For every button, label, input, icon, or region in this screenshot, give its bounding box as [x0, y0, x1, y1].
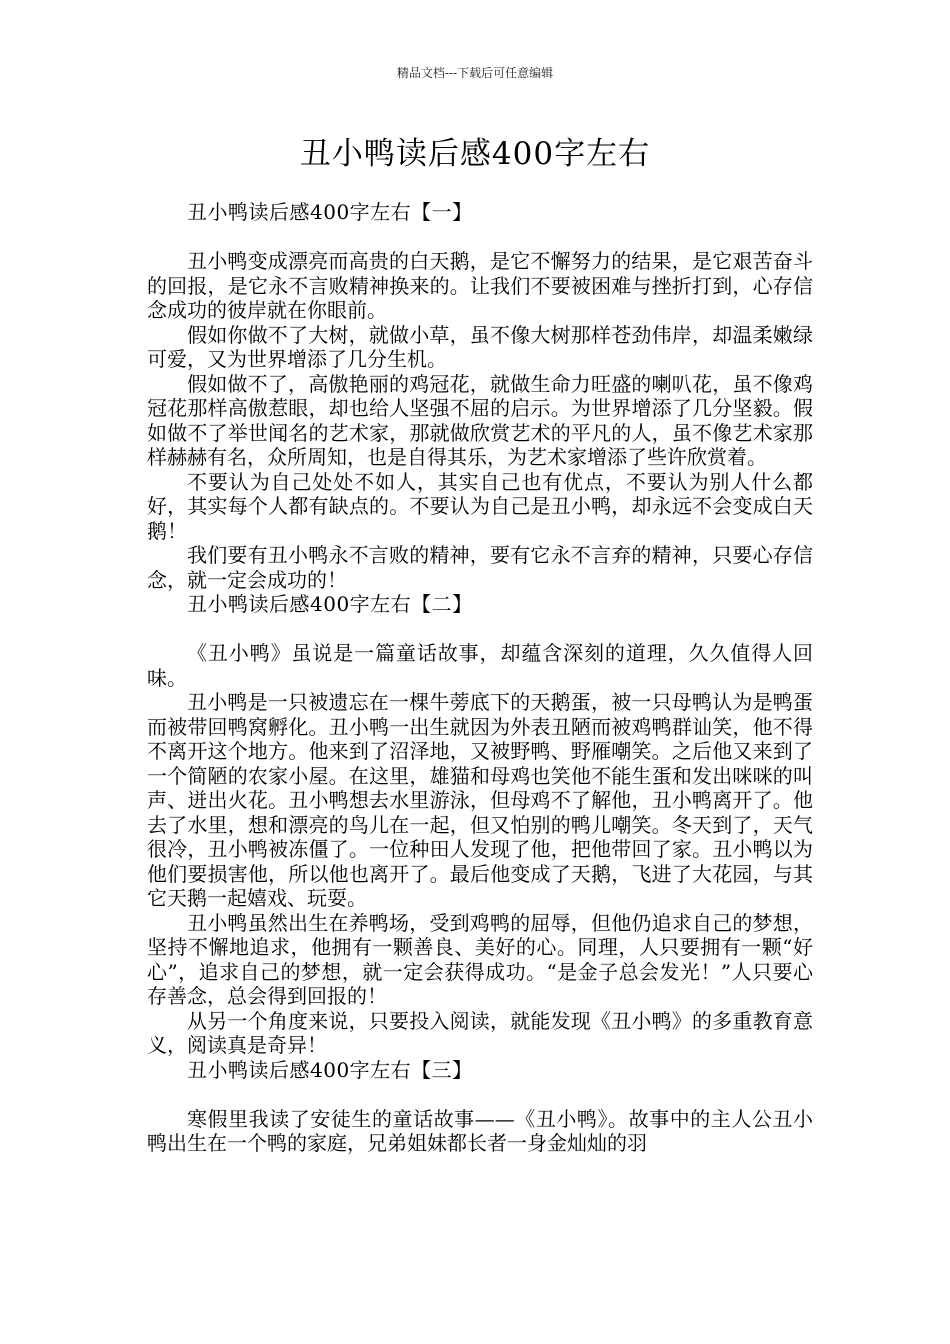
paragraph: 不要认为自己处处不如人，其实自己也有优点，不要认为别人什么都好，其实每个人都有缺点的。不要认为自己是丑小鸭，却永远不会变成白天鹅！ [147, 469, 813, 543]
section-3 [147, 1058, 813, 1156]
paragraph: 我们要有丑小鸭永不言败的精神，要有它永不言弃的精神，只要心存信念，就一定会成功的！ [147, 543, 813, 592]
section-heading: 丑小鸭读后感400字左右【二】 [187, 592, 473, 616]
page-header: 精品文档---下载后可任意编辑 [396, 66, 554, 80]
document-title: 丑小鸭读后感400字左右 [299, 136, 651, 172]
section-1 [147, 200, 813, 592]
section-2 [147, 592, 813, 1058]
section-heading: 丑小鸭读后感400字左右【三】 [187, 1057, 473, 1082]
paragraph: 寒假里我读了安徒生的童话故事——《丑小鸭》。故事中的主人公丑小鸭出生在一个鸭的家庭，兄弟姐妹都长者一身金灿灿的羽 [147, 1106, 813, 1155]
paragraph: 丑小鸭虽然出生在养鸭场，受到鸡鸭的屈辱，但他仍追求自己的梦想，坚持不懈地追求，他拥有一颗善良、美好的心。同理，人只要拥有一颗“好心”，追求自己的梦想，就一定会获得成功。“是金子总会发光！”人只要心存善念，总会得到回报的！ [147, 910, 813, 1008]
section-heading: 丑小鸭读后感400字左右【一】 [187, 200, 473, 224]
paragraph: 丑小鸭是一只被遗忘在一棵牛蒡底下的天鹅蛋，被一只母鸭认为是鸭蛋而被带回鸭窝孵化。丑小鸭一出生就因为外表丑陋而被鸡鸭群讪笑，他不得不离开这个地方。他来到了沼泽地，又被野鸭、野雁嘲笑。之后他又来到了一个简陋的农家小屋。在这里，雄猫和母鸡也笑他不能生蛋和发出咪咪的叫声、迸出火花。丑小鸭想去水里游泳，但母鸡不了解他，丑小鸭离开了。他去了水里，想和漂亮的鸟儿在一起，但又怕别的鸭儿嘲笑。冬天到了，天气很冷，丑小鸭被冻僵了。一位种田人发现了他，把他带回了家。丑小鸭以为他们要损害他，所以他也离开了。最后他变成了天鹅，飞进了大花园，与其它天鹅一起嬉戏、玩耍。 [147, 690, 813, 910]
paragraph: 丑小鸭变成漂亮而高贵的白天鹅，是它不懈努力的结果，是它艰苦奋斗的回报，是它永不言败精神换来的。让我们不要被困难与挫折打到，心存信念成功的彼岸就在你眼前。 [147, 249, 813, 322]
paragraph: 《丑小鸭》虽说是一篇童话故事，却蕴含深刻的道理，久久值得人回味。 [147, 641, 813, 690]
paragraph: 从另一个角度来说，只要投入阅读，就能发现《丑小鸭》的多重教育意义，阅读真是奇异！ [147, 1008, 813, 1057]
paragraph: 假如你做不了大树，就做小草，虽不像大树那样苍劲伟岸，却温柔嫩绿可爱，又为世界增添了几分生机。 [147, 322, 813, 371]
document-body [147, 200, 813, 1156]
paragraph: 假如做不了，高傲艳丽的鸡冠花，就做生命力旺盛的喇叭花，虽不像鸡冠花那样高傲惹眼，却也给人坚强不屈的启示。为世界增添了几分坚毅。假如做不了举世闻名的艺术家，那就做欣赏艺术的平凡的人，虽不像艺术家那样赫赫有名，众所周知，也是自得其乐，为艺术家增添了些许欣赏着。 [147, 371, 813, 469]
